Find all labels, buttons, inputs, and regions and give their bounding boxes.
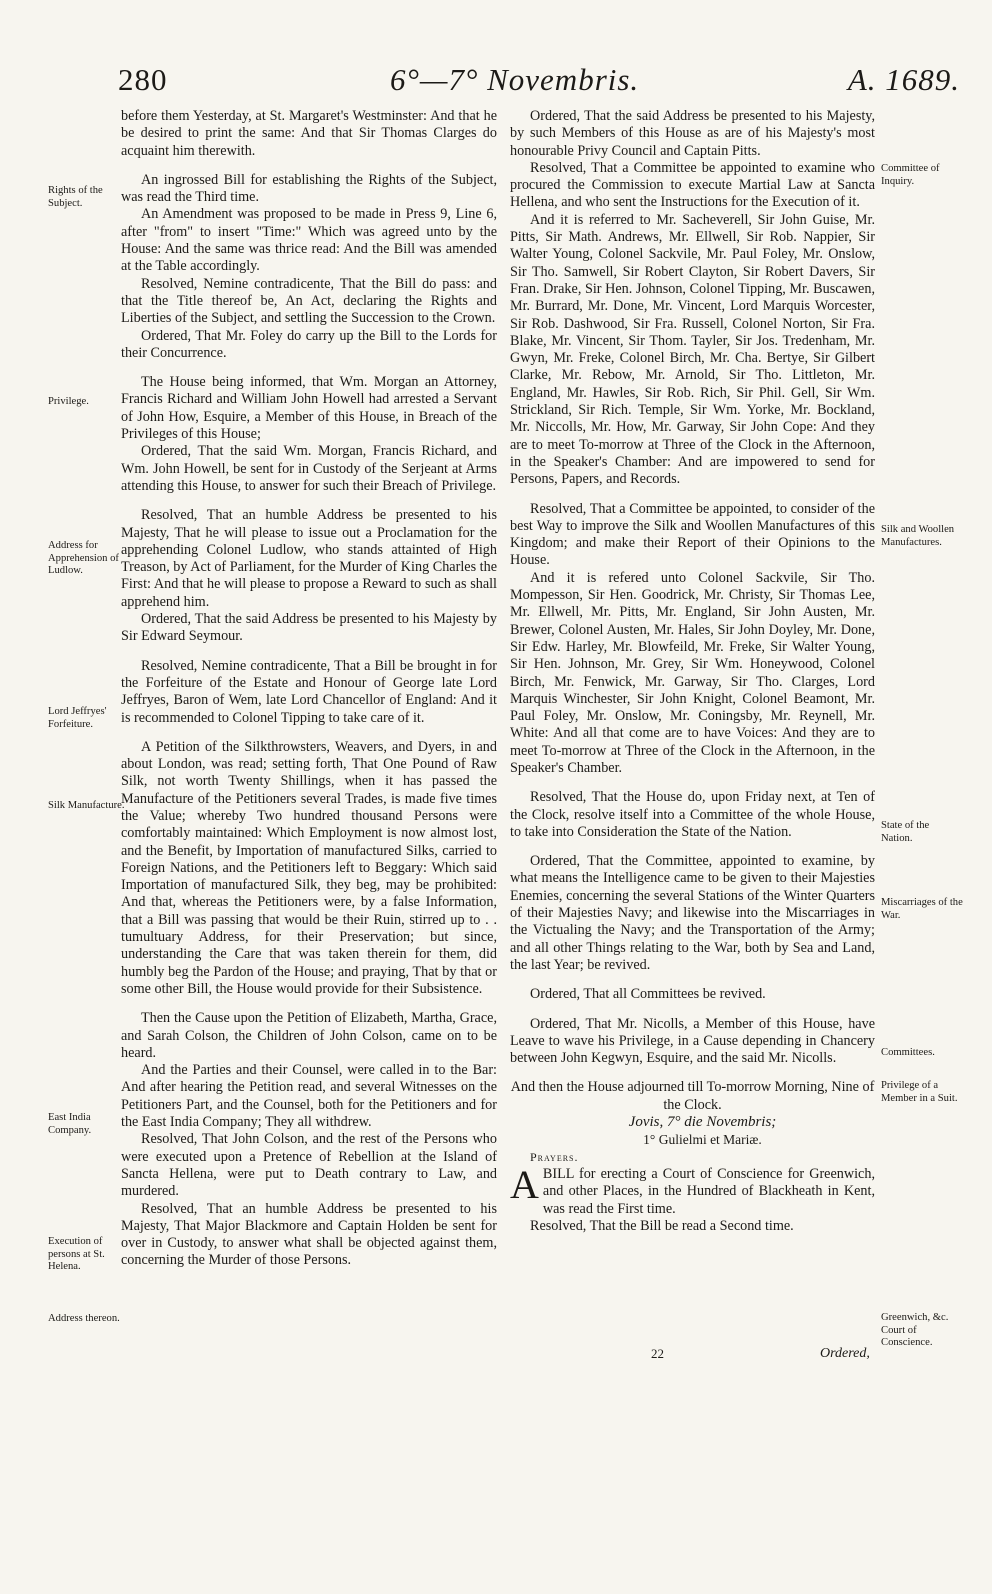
page-number: 280 — [118, 62, 168, 97]
paragraph: A Petition of the Silkthrowsters, Weavers, and Dyers, in and about London, was read; setting forth, That One Pound of Raw Silk, not worth Twenty Shillings, when it has passed the Manufacture of the Petitioners several Trades, is made five times the Value; whereby Two hundred thousand Persons were comfortably maintained: Which Employment is now almost lost, and the Benefit, by Importation of manufactured Silks, carried to Foreign Nations, and the Petitioners left to Beggary: Which said Importation of manufactured Silk, they beg, may be prohibited: And that, whereas the Petitioners were, by a false Information, that a Bill was passing that would be their Ruin, stirred up to . . tumultuary Address, for their Preservation; but since, understanding the Care that was taken therein for them, did humbly beg the Pardon of the House; and praying, That by that or some other Bill, the House would provide for their Subsistence. — [121, 738, 497, 997]
paragraph: Resolved, That a Committee be appointed to examine who procured the Commission to execute Martial Law at Sancta Hellena, and who sent the Instructions for the Execution of it. — [510, 159, 875, 211]
margin-note: Silk and Woollen Manufactures. — [881, 524, 955, 548]
paragraph: Resolved, That the House do, upon Friday next, at Ten of the Clock, resolve itself into a Committee of the whole House, to take into Consideration the State of the Nation. — [510, 789, 875, 840]
paragraph: Ordered, That the Committee, appointed to examine, by what means the Intelligence came to be given to their Majesties Enemies, concerning the several Stations of the Winter Quarters of their Majesties Navy; and likewise into the Miscarriages in the Victualing the Navy; and the Transportation of the Army; and all other Things relating to the War, both by Sea and Land, the last Year; be revived. — [510, 853, 875, 973]
paragraph: The House being informed, that Wm. Morgan an Attorney, Francis Richard and William John Howell had arrested a Servant of John How, Esquire, a Member of this House, in Breach of the Privileges of this House; — [121, 374, 497, 443]
paragraph — [510, 1161, 875, 1218]
paragraph: Resolved, That a Committee be appointed, to consider of the best Way to improve the Silk and Woollen Manufactures of this Kingdom; and make their Report of their Opinions to the House. — [510, 500, 875, 569]
margin-note: Privilege of a Member in a Suit. — [881, 1080, 958, 1104]
prayers-heading: Prayers. — [530, 1149, 579, 1164]
paragraph: Ordered, That Mr. Nicolls, a Member of this House, have Leave to wave his Privilege, in a Cause depending in Chancery between John Kegwyn, Esquire, and the said Mr. Nicolls. — [510, 1015, 875, 1067]
margin-note: Committee of Inquiry. — [881, 163, 940, 187]
paragraph: Resolved, That an humble Address be presented to his Majesty, That Major Blackmore and Captain Holden be sent for over in Custody, to answer what shall be objected against them, concerning the Murder of those Persons. — [121, 1200, 497, 1269]
margin-note: Rights of the Subject. — [48, 185, 103, 209]
paragraph: before them Yesterday, at St. Margaret's Westminster: And that he be desired to print the same: And that Sir Thomas Clarges do acquaint him therewith. — [121, 108, 497, 159]
margin-note: East India Company. — [48, 1112, 92, 1136]
margin-note: Miscarriages of the War. — [881, 897, 963, 921]
paragraph: Resolved, Nemine contradicente, That a Bill be brought in for the Forfeiture of the Estate and Honour of George late Lord Jeffryes, Baron of Wem, late Lord Chancellor of England: And it is recommended to Colonel Tipping to take care of it. — [121, 657, 497, 726]
paragraph: And the Parties and their Counsel, were called in to the Bar: And after hearing the Petition read, and several Witnesses on the Petitioners Part, and the Counsel, both for the Petitioners and for the East India Company; They all withdrew. — [121, 1062, 497, 1131]
paragraph: Ordered, That the said Address be presented to his Majesty, by such Members of this House as are of his Majesty's most honourable Privy Council and Captain Pitts. — [510, 108, 875, 159]
margin-note: Silk Manufacture. — [48, 800, 125, 811]
adjournment: And then the House adjourned till To-morrow Morning, Nine of the Clock. — [510, 1079, 875, 1113]
signature-mark: 22 — [651, 1346, 664, 1361]
margin-note: Lord Jeffryes' Forfeiture. — [48, 706, 107, 730]
header-date: 6°—7° Novembris. — [390, 62, 640, 97]
margin-note: Address thereon. — [48, 1313, 120, 1324]
left-column — [121, 108, 497, 1270]
paragraph: Resolved, That an humble Address be presented to his Majesty, That he will please to issue out a Proclamation for the apprehending Colonel Ludlow, who stands attainted of High Treason, by Act of Parliament, for the Murder of King Charles the First: And that he will please to propose a Reward to such as shall apprehend him. — [121, 507, 497, 610]
paragraph: Resolved, That the Bill be read a Second time. — [530, 1217, 794, 1234]
paragraph: Ordered, That the said Wm. Morgan, Francis Richard, and Wm. John Howell, be sent for in Custody of the Serjeant at Arms attending this House, to answer for such their Breach of Privilege. — [121, 443, 497, 494]
right-column — [510, 108, 875, 1235]
margin-note: Privilege. — [48, 396, 89, 407]
margin-note: State of the Nation. — [881, 820, 930, 844]
paragraph: Then the Cause upon the Petition of Elizabeth, Martha, Grace, and Sarah Colson, the Children of John Colson, came on to be heard. — [121, 1010, 497, 1061]
paragraph: Resolved, That John Colson, and the rest of the Persons who were executed upon a Pretence of Rebellion at the Island of Sancta Hellena, were put to Death contrary to Law, and murdered. — [121, 1131, 497, 1200]
bill-text: BILL for erecting a Court of Conscience for Greenwich, and other Places, in the Hundred of Blackheath in Kent, was read the First time. — [542, 1165, 875, 1217]
margin-note: Execution of persons at St. Helena. — [48, 1236, 105, 1272]
margin-note: Address for Apprehension of Ludlow. — [48, 540, 119, 576]
paragraph: And it is referred to Mr. Sacheverell, Sir John Guise, Mr. Pitts, Sir Math. Andrews, Mr. Ellwell, Sir Rob. Nappier, Sir Walter Young, Colonel Sackvile, Mr. Paul Foley, Mr. Onslow, Sir Tho. Samwell, Sir Robert Clayton, Sir Robert Davers, Sir Fran. Drake, Sir Hen. Johnson, Colonel Tipping, Mr. Buscawen, Mr. Burrard, Mr. Done, Mr. Vincent, Lord Marquis Worcester, Sir Rob. Dashwood, Sir Fra. Russell, Colonel Norton, Sir Fra. Blake, Mr. Vincent, Sir Thom. Tayler, Sir Jos. Tredenham, Mr. Gwyn, Mr. Freke, Colonel Birch, Mr. Cha. Bertye, Sir Gilbert Clarke, Mr. Rebow, Mr. Arnold, Sir Tho. Littleton, Mr. England, Mr. Hawles, Sir Rob. Rich, Sir Phil. Gell, Sir Wm. Strickland, Sir Rich. Temple, Sir Wm. Yorke, Mr. Bockland, Mr. Niccolls, Mr. How, Mr. Garway, Sir John Cope: And they are to meet To-morrow at Three of the Clock in the Afternoon, in the Speaker's Chamber: And are impowered to send for Persons, Papers, and Records. — [510, 211, 875, 488]
day-heading: Jovis, 7° die Novembris; — [628, 1114, 777, 1131]
drop-cap: A — [510, 1161, 539, 1207]
margin-note: Committees. — [881, 1047, 935, 1058]
page-header — [118, 62, 960, 102]
paragraph: And it is refered unto Colonel Sackvile, Sir Tho. Mompesson, Sir Hen. Goodrick, Mr. Christy, Sir Thomas Lee, Mr. Ellwell, Mr. Pitts, Mr. England, Sir John Austen, Mr. Brewer, Colonel Austen, Mr. Hales, Sir John Doyley, Mr. Done, Sir Edw. Harley, Mr. Blowfeild, Mr. Freke, Sir Walter Young, Sir Hen. Johnson, Mr. Grey, Sir Wm. Honeywood, Colonel Birch, Mr. Fenwick, Mr. Garway, Sir Tho. Clarges, Lord Marquis Winchester, Sir John Knight, Colonel Beamont, Mr. Paul Foley, Mr. Onslow, Mr. Coningsby, Mr. Reynell, Mr. White: And all that come are to have Voices: And they are to meet To-morrow at Three of the Clock in the Afternoon, in the Speaker's Chamber. — [510, 569, 875, 776]
regnal-year: 1° Gulielmi et Mariæ. — [643, 1132, 762, 1148]
paragraph: Resolved, Nemine contradicente, That the Bill do pass: and that the Title thereof be, An Act, declaring the Rights and Liberties of the Subject, and settling the Succession to the Crown. — [121, 275, 497, 327]
paragraph: Ordered, That Mr. Foley do carry up the Bill to the Lords for their Concurrence. — [121, 327, 497, 361]
paragraph: Ordered, That the said Address be presented to his Majesty by Sir Edward Seymour. — [121, 611, 497, 645]
margin-note: Greenwich, &c. Court of Conscience. — [881, 1312, 949, 1348]
header-year: A. 1689. — [847, 62, 960, 97]
paragraph: An ingrossed Bill for establishing the Rights of the Subject, was read the Third time. — [121, 171, 497, 206]
catchword: Ordered, — [820, 1346, 870, 1361]
paragraph: Ordered, That all Committees be revived. — [530, 986, 766, 1003]
paragraph: An Amendment was proposed to be made in Press 9, Line 6, after "from" to insert "Time:" Which was agreed unto by the House: And the same was thrice read: And the Bill was amended at the Table accordingly. — [121, 206, 497, 275]
